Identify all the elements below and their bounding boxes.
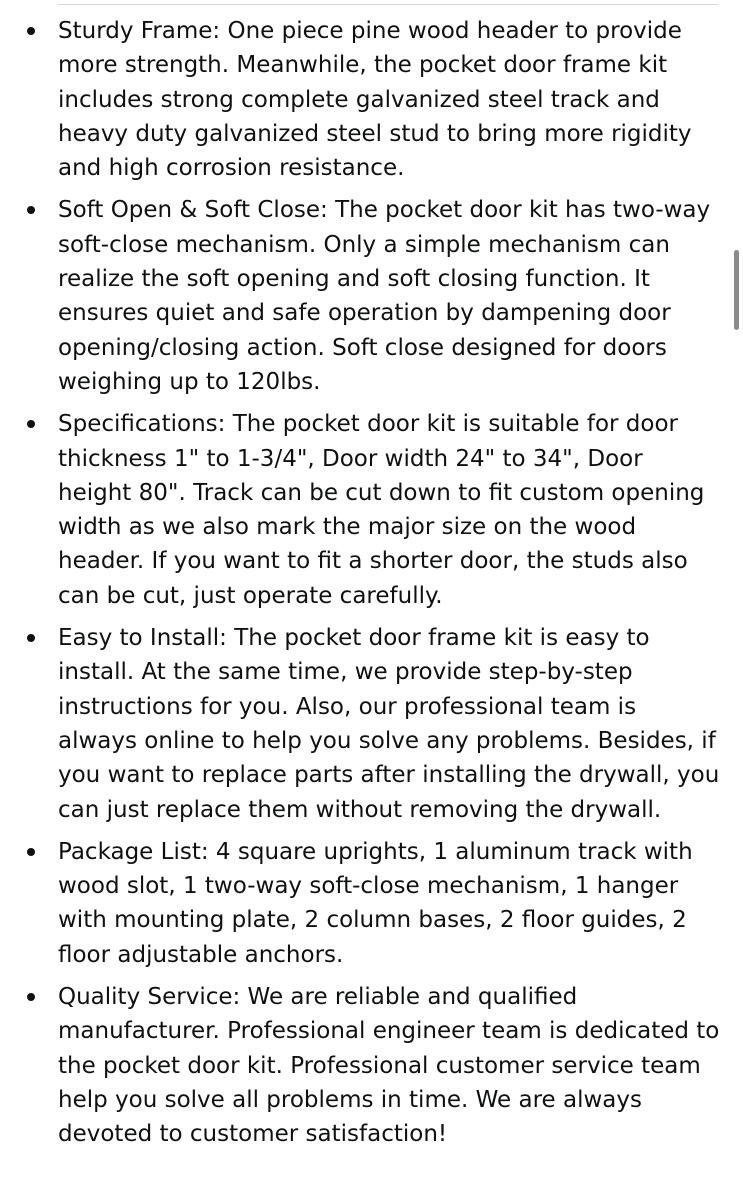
feature-text: Package List: 4 square uprights, 1 aluminum track with wood slot, 1 two-way soft-close mechanism, 1 hanger with mounting plate, 2 column bases, 2 floor guides, 2 floor adjustable anchors. [58,838,693,968]
bullet-icon [27,848,35,856]
feature-text: Sturdy Frame: One piece pine wood header to provide more strength. Meanwhile, the pocket door frame kit includes strong complete galvanized steel track and heavy duty galvanized steel stud to bring more rigidity and high corrosion resistance. [58,18,692,182]
feature-text: Soft Open & Soft Close: The pocket door kit has two-way soft-close mechanism. Only a simple mechanism can realize the soft opening and soft closing function. It ensures quiet and safe operation by dampening door opening/closing action. Soft close designed for doors weighing up to 120lbs. [58,197,711,395]
feature-item-easy-install [0,621,743,827]
bullet-icon [27,27,35,35]
feature-item-package-list [0,835,743,972]
feature-text: Easy to Install: The pocket door frame kit is easy to install. At the same time, we provide step-by-step instructions for you. Also, our professional team is always online to help you solve any problems. Besides, if you want to replace parts after installing the drywall, you can just replace them without removing the drywall. [58,625,720,823]
bullet-icon [27,993,35,1001]
feature-item-quality-service [0,980,743,1151]
feature-text: Quality Service: We are reliable and qualified manufacturer. Professional engineer team is dedicated to the pocket door kit. Professional customer service team help you solve all problems in time. We are always devoted to customer satisfaction! [58,984,720,1148]
feature-item-soft-close [0,193,743,399]
feature-item-specifications [0,407,743,613]
feature-item-sturdy-frame [0,14,743,185]
bullet-icon [27,206,35,214]
top-divider [58,4,718,5]
bullet-icon [27,420,35,428]
bullet-icon [27,634,35,642]
feature-text: Specifications: The pocket door kit is suitable for door thickness 1" to 1-3/4", Door width 24" to 34", Door height 80". Track can be cut down to fit custom opening width as we also mark the major size on the wood header. If you want to fit a shorter door, the studs also can be cut, just operate carefully. [58,411,705,609]
feature-bullet-list [0,14,743,1160]
